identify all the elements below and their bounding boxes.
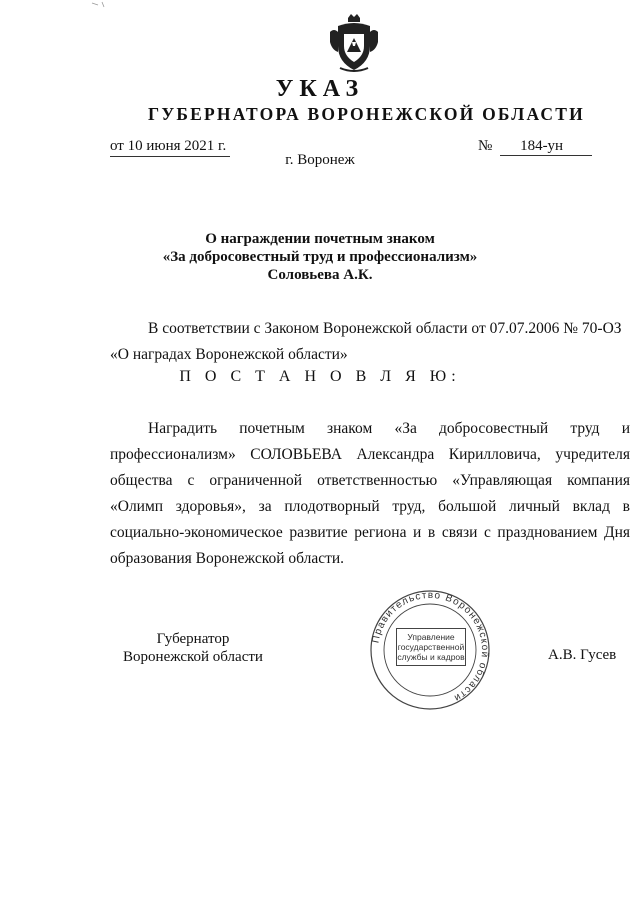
seal-inner-line-2: государственной — [397, 642, 465, 652]
decree-body — [110, 416, 630, 572]
document-city: г. Воронеж — [285, 152, 355, 168]
seal-inner-label — [396, 628, 466, 666]
heading-line-1: О награждении почетным знаком — [205, 231, 435, 247]
voronezh-coat-of-arms-icon — [326, 12, 382, 74]
number-value: 184-ун — [500, 138, 592, 156]
document-title: УКАЗ — [275, 76, 365, 102]
heading-line-2: «За добросовестный труд и профессионализм» — [162, 249, 478, 265]
intro-line-2: «О наградах Воронежской области» — [110, 346, 348, 363]
svg-text:Правительство Воронежской обла: Правительство Воронежской области — [370, 589, 491, 704]
signatory-name: А.В. Гусев — [548, 647, 617, 663]
decree-body-text: Наградить почетным знаком «За добросовестный труд и профессионализм» СОЛОВЬЕВА Александра Кирилловича, учредителя общества с ограниченной ответственностью «Управляющая компания «Олимп здоровья», за плодотворный труд, большой личный вклад в социально-экономическое развитие региона и в связи с празднованием Дня образования Воронежской области. — [110, 420, 630, 567]
heading-line-3: Соловьева А.К. — [267, 267, 373, 283]
document-subtitle: ГУБЕРНАТОРА ВОРОНЕЖСКОЙ ОБЛАСТИ — [148, 104, 585, 124]
document-heading — [0, 230, 640, 284]
seal-inner-line-3: службы и кадров — [397, 652, 465, 662]
signatory-title — [118, 630, 268, 666]
seal-inner-line-1: Управление — [407, 632, 455, 642]
signatory-title-line-1: Губернатор — [156, 631, 230, 647]
number-sign: № — [478, 138, 493, 154]
decree-word: П О С Т А Н О В Л Я Ю: — [179, 368, 461, 385]
scan-artifact — [90, 0, 110, 10]
document-date: от 10 июня 2021 г. — [110, 138, 230, 157]
signatory-title-line-2: Воронежской области — [123, 649, 263, 665]
intro-line-1: В соответствии с Законом Воронежской области от 07.07.2006 № 70-ОЗ — [148, 320, 622, 337]
